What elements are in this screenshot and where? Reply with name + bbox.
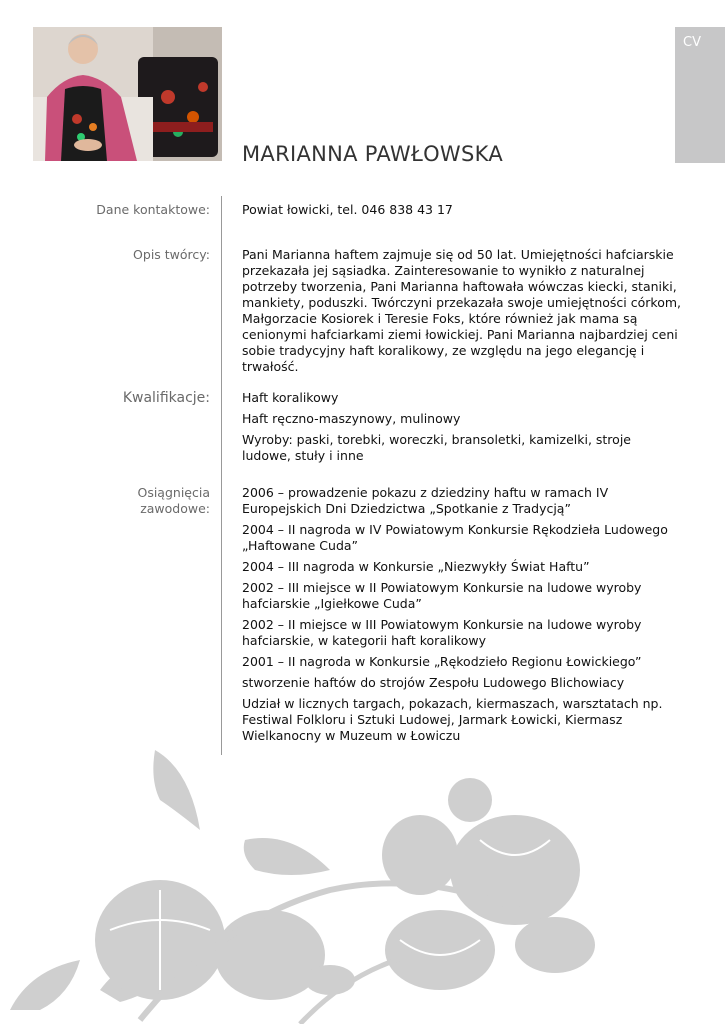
folk-ornament-decoration [0,740,725,1024]
person-name: MARIANNA PAWŁOWSKA [242,142,503,166]
portrait-illustration [33,27,222,161]
qualifications-list [242,390,682,469]
portrait-photo [33,27,222,161]
qualification-item: Wyroby: paski, torebki, woreczki, bransoletki, kamizelki, stroje ludowe, stuły i inne [242,432,631,463]
achievement-item: Udział w licznych targach, pokazach, kiermaszach, warsztatach np. Festiwal Folkloru i Sztuki Ludowej, Jarmark Łowicki, Kiermasz Wielkanocny w Muzeum w Łowiczu [242,696,663,743]
contact-label: Dane kontaktowe: [96,202,210,217]
cv-tab-label: CV [683,35,701,50]
description-label: Opis twórcy: [133,247,210,262]
qualifications-label: Kwalifikacje: [122,390,210,406]
description-text: Pani Marianna haftem zajmuje się od 50 lat. Umiejętności hafciarskie przekazała jej sąsiadka. Zainteresowanie to wynikło z naturalnej potrzeby tworzenia, Pani Marianna haftowała wówczas kiecki, staniki, mankiety, poduszki. Twórczyni przekazała swoje umiejętności córkom, Małgorzacie Kosiorek i Teresie Foks, które również jak mama są cenionymi hafciarkami ziemi łowickiej. Pani Marianna najbardziej ceni sobie tradycyjny haft koralikowy, ze względu na jego elegancję i trwałość. [242,247,681,374]
achievement-item: 2002 – II miejsce w III Powiatowym Konkursie na ludowe wyroby hafciarskie, w kategorii haft koralikowy [242,617,642,648]
qualification-item: Haft koralikowy [242,390,339,405]
achievement-item: 2004 – II nagroda w IV Powiatowym Konkursie Rękodzieła Ludowego „Haftowane Cuda” [242,522,668,553]
cv-tab [675,27,725,163]
achievements-label [60,485,210,517]
achievement-item: 2006 – prowadzenie pokazu z dziedziny haftu w ramach IV Europejskich Dni Dziedzictwa „Spotkanie z Tradycją” [242,485,609,516]
achievements-label-line2: zawodowe: [140,501,210,516]
achievements-label-line1: Osiągnięcia [137,485,210,500]
achievement-item: 2002 – III miejsce w II Powiatowym Konkursie na ludowe wyroby hafciarskie „Igiełkowe Cuda” [242,580,642,611]
achievements-list [242,485,682,749]
contact-value: Powiat łowicki, tel. 046 838 43 17 [242,202,453,217]
achievement-item: 2001 – II nagroda w Konkursie „Rękodzieło Regionu Łowickiego” [242,654,642,669]
achievement-item: 2004 – III nagroda w Konkursie „Niezwykły Świat Haftu” [242,559,590,574]
achievement-item: stworzenie haftów do strojów Zespołu Ludowego Blichowiacy [242,675,625,690]
qualification-item: Haft ręczno-maszynowy, mulinowy [242,411,461,426]
vertical-divider [221,196,222,755]
